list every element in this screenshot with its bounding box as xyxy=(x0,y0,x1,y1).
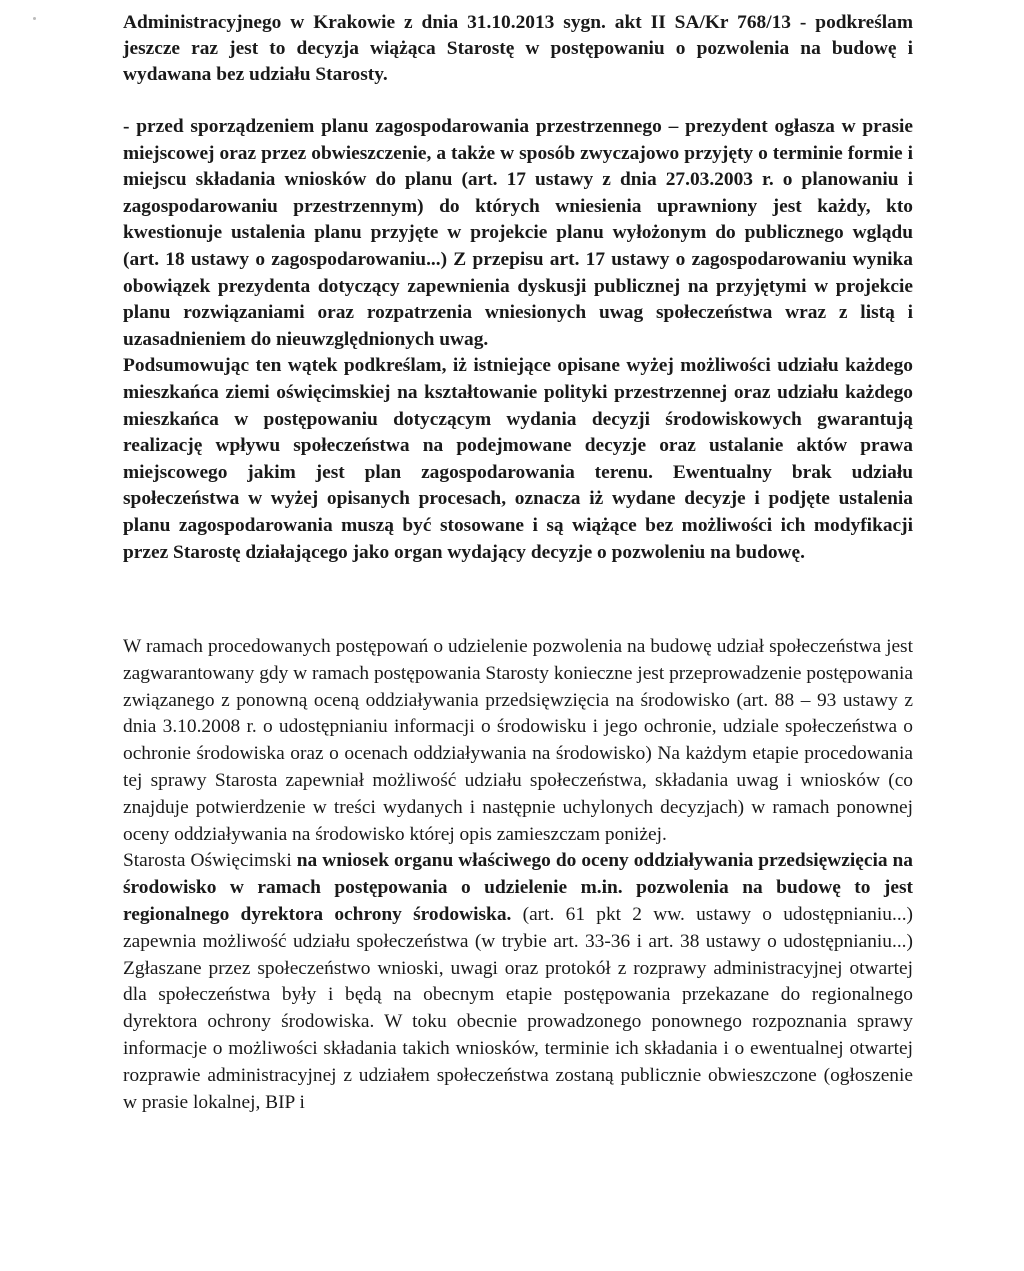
document-page xyxy=(123,10,913,1116)
starosta-bold-text: na wniosek organu właściwego do oceny oddziaływania przedsięwzięcia na środowisko w ramach postępowania o udzielenie m.in. pozwolenia na budowę to jest regionalnego dyrektora ochrony środowiska. xyxy=(123,850,914,926)
paragraph-spatial-plan: - przed sporządzeniem planu zagospodarowania przestrzennego – prezydent ogłasza w prasie miejscowej oraz przez obwieszczenie, a także w sposób zwyczajowo przyjęty o terminie formie i miejscu składania wniosków do planu (art. 17 ustawy z dnia 27.03.2003 r. o planowaniu i zagospodarowaniu przestrzennym) do których wniesienia uprawniony jest każdy, kto kwestionuje ustalenia planu przyjęte w projekcie planu wyłożonym do publicznego wglądu (art. 18 ustawy o zagospodarowaniu...) Z przepisu art. 17 ustawy o zagospodarowaniu wynika obowiązek prezydenta dotyczący zapewnienia dyskusji publicznej na przyjętymi w projekcie planu rozwiązaniami oraz rozpatrzenia wniesionych uwag społeczeństwa wraz z listą i uzasadnieniem do nieuwzględnionych uwag. xyxy=(123,116,913,350)
paragraph-ruling-continuation: Administracyjnego w Krakowie z dnia 31.10.2013 sygn. akt II SA/Kr 768/13 - podkreślam jeszcze raz jest to decyzja wiążąca Starostę w postępowaniu o pozwolenia na budowę i wydawana bez udziału Starosty. xyxy=(123,12,913,85)
paragraph-summary: Podsumowując ten wątek podkreślam, iż istniejące opisane wyżej możliwości udziału każdego mieszkańca ziemi oświęcimskiej na kształtowanie polityki przestrzennej oraz udziału każdego mieszkańca w postępowaniu dotyczącym wydania decyzji środowiskowych gwarantują realizację wpływu społeczeństwa na podejmowane decyzje oraz ustalanie aktów prawa miejscowego jakim jest plan zagospodarowania terenu. Ewentualny brak udziału społeczeństwa w wyżej opisanych procesach, oznacza iż wydane decyzje i podjęte ustalenia planu zagospodarowania muszą być stosowane i są wiążące bez możliwości ich modyfikacji przez Starostę działającego jako organ wydający decyzje o pozwoleniu na budowę. xyxy=(123,355,913,563)
paragraph-starosta xyxy=(123,848,913,1116)
starosta-intro-text: Starosta Oświęcimski xyxy=(123,850,297,872)
starosta-rest-text: (art. 61 pkt 2 ww. ustawy o udostępnianiu...) zapewnia możliwość udziału społeczeństwa (w trybie art. 33-36 i art. 38 ustawy o udostępnianiu...) Zgłaszane przez społeczeństwo wnioski, uwagi oraz protokół z rozprawy administracyjnej otwartej dla społeczeństwa były i będą na obecnym etapie postępowania przekazane do regionalnego dyrektora ochrony środowiska. W toku obecnie prowadzonego ponownego rozpoznania sprawy informacje o możliwości składania takich wniosków, terminie ich składania i o ewentualnej otwartej rozprawie administracyjnej z udziałem społeczeństwa zostaną publicznie obwieszczone (ogłoszenie w prasie lokalnej, BIP i xyxy=(123,904,913,1113)
paragraph-building-permit-procedures: W ramach procedowanych postępowań o udzielenie pozwolenia na budowę udział społeczeństwa jest zagwarantowany gdy w ramach postępowania Starosty konieczne jest przeprowadzenie postępowania związanego z ponowną oceną oddziaływania przedsięwzięcia na środowisko (art. 88 – 93 ustawy z dnia 3.10.2008 r. o udostępnianiu informacji o środowisku i jego ochronie, udziale społeczeństwa o ochronie środowiska oraz o ocenach oddziaływania na środowisko) Na każdym etapie procedowania tej sprawy Starosta zapewniał możliwość udziału społeczeństwa, składania uwag i wniosków (co znajduje potwierdzenie w treści wydanych i następnie uchylonych decyzjach) w ramach ponownej oceny oddziaływania na środowisko której opis zamieszczam poniżej. xyxy=(123,636,913,845)
scan-speck xyxy=(33,17,36,20)
